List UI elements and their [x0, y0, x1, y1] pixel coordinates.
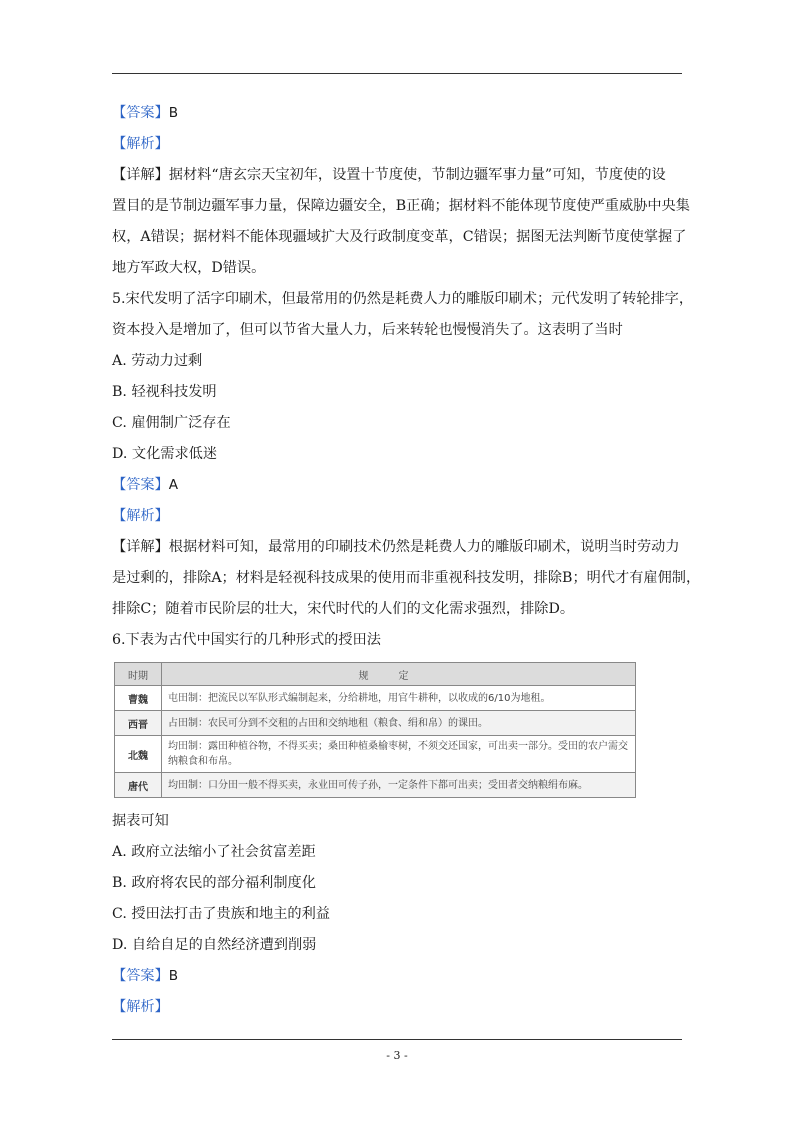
q6-option-c: C. 授田法打击了贵族和地主的利益: [112, 906, 330, 922]
table-row: [115, 736, 636, 773]
page-number: - 3 -: [386, 1049, 408, 1062]
q5-option-a: A. 劳动力过剩: [112, 353, 203, 369]
table-row: [115, 711, 636, 736]
answer-value: B: [168, 105, 179, 121]
detail-line: 地方军政大权，D错误。: [112, 260, 266, 276]
table-row: [115, 686, 636, 711]
page-content: [112, 98, 701, 1023]
answer-tag: 【答案】: [112, 968, 169, 984]
detail-line: 是过剩的，排除A；材料是轻视科技成果的使用而非重视科技发明，排除B；明代才有雇佣制，: [112, 570, 701, 586]
q5-answer: [112, 470, 686, 501]
q5-detail: [112, 532, 701, 625]
row-period: 西晋: [115, 711, 162, 736]
q5-analysis-tag: 【解析】: [112, 508, 169, 524]
q6-answer: [112, 961, 686, 992]
land-system-table: [114, 662, 636, 798]
header-rule-text: 规定: [162, 663, 636, 686]
detail-line: 根据材料可知，最常用的印刷技术仍然是耗费人力的雕版印刷术，说明当时劳动力: [168, 539, 680, 555]
row-period: 唐代: [115, 773, 162, 798]
answer-value: B: [168, 968, 179, 984]
q5-option-b: B. 轻视科技发明: [112, 384, 217, 400]
q5-stem: [112, 284, 694, 346]
q6-option-d: D. 自给自足的自然经济遭到削弱: [112, 937, 317, 953]
q6-stem: 6.下表为古代中国实行的几种形式的授田法: [112, 632, 381, 648]
answer-tag: 【答案】: [112, 105, 169, 121]
row-rule: 屯田制：把流民以军队形式编制起来，分给耕地，用官牛耕种，以收成的6/10为地租。: [162, 686, 636, 711]
q4-detail: [112, 160, 690, 284]
q6-analysis-tag: 【解析】: [112, 999, 169, 1015]
answer-value: A: [168, 477, 179, 493]
detail-tag: 【详解】: [112, 539, 169, 555]
header-rule: [112, 73, 682, 74]
q4-analysis-tag: 【解析】: [112, 136, 169, 152]
detail-line: 排除C；随着市民阶层的壮大，宋代时代的人们的文化需求强烈，排除D。: [112, 601, 575, 617]
q5-option-c: C. 雇佣制广泛存在: [112, 415, 231, 431]
table-row: [115, 773, 636, 798]
row-rule: 占田制：农民可分到不交租的占田和交纳地租（粮食、绢和帛）的课田。: [162, 711, 636, 736]
stem-line: 5.宋代发明了活字印刷术，但最常用的仍然是耗费人力的雕版印刷术；元代发明了转轮排字，: [112, 291, 694, 307]
detail-line: 置目的是节制边疆军事力量，保障边疆安全，B正确；据材料不能体现节度使严重威胁中央集: [112, 198, 690, 214]
detail-line: 权，A错误；据材料不能体现疆域扩大及行政制度变革，C错误；据图无法判断节度使掌握了: [112, 229, 687, 245]
answer-tag: 【答案】: [112, 477, 169, 493]
detail-tag: 【详解】: [112, 167, 169, 183]
q6-option-a: A. 政府立法缩小了社会贫富差距: [112, 844, 316, 860]
row-period: 北魏: [115, 736, 162, 773]
detail-line: 据材料“唐玄宗天宝初年，设置十节度使，节制边疆军事力量”可知，节度使的设: [168, 167, 666, 183]
q6-lead: 据表可知: [112, 813, 169, 829]
row-rule: 均田制：露田种植谷物，不得买卖；桑田种植桑榆枣树，不须交还国家，可出卖一部分。受田的农户需交纳粮食和布帛。: [162, 736, 636, 773]
header-period: 时期: [115, 663, 162, 686]
row-period: 曹魏: [115, 686, 162, 711]
q5-option-d: D. 文化需求低迷: [112, 446, 218, 462]
row-rule: 均田制：口分田一般不得买卖，永业田可传子孙，一定条件下都可出卖；受田者交纳粮绢布麻。: [162, 773, 636, 798]
table-header-row: [115, 663, 636, 686]
stem-line: 资本投入是增加了，但可以节省大量人力，后来转轮也慢慢消失了。这表明了当时: [112, 322, 623, 338]
q4-answer: [112, 98, 686, 129]
q6-option-b: B. 政府将农民的部分福利制度化: [112, 875, 316, 891]
footer-rule: [112, 1039, 682, 1040]
